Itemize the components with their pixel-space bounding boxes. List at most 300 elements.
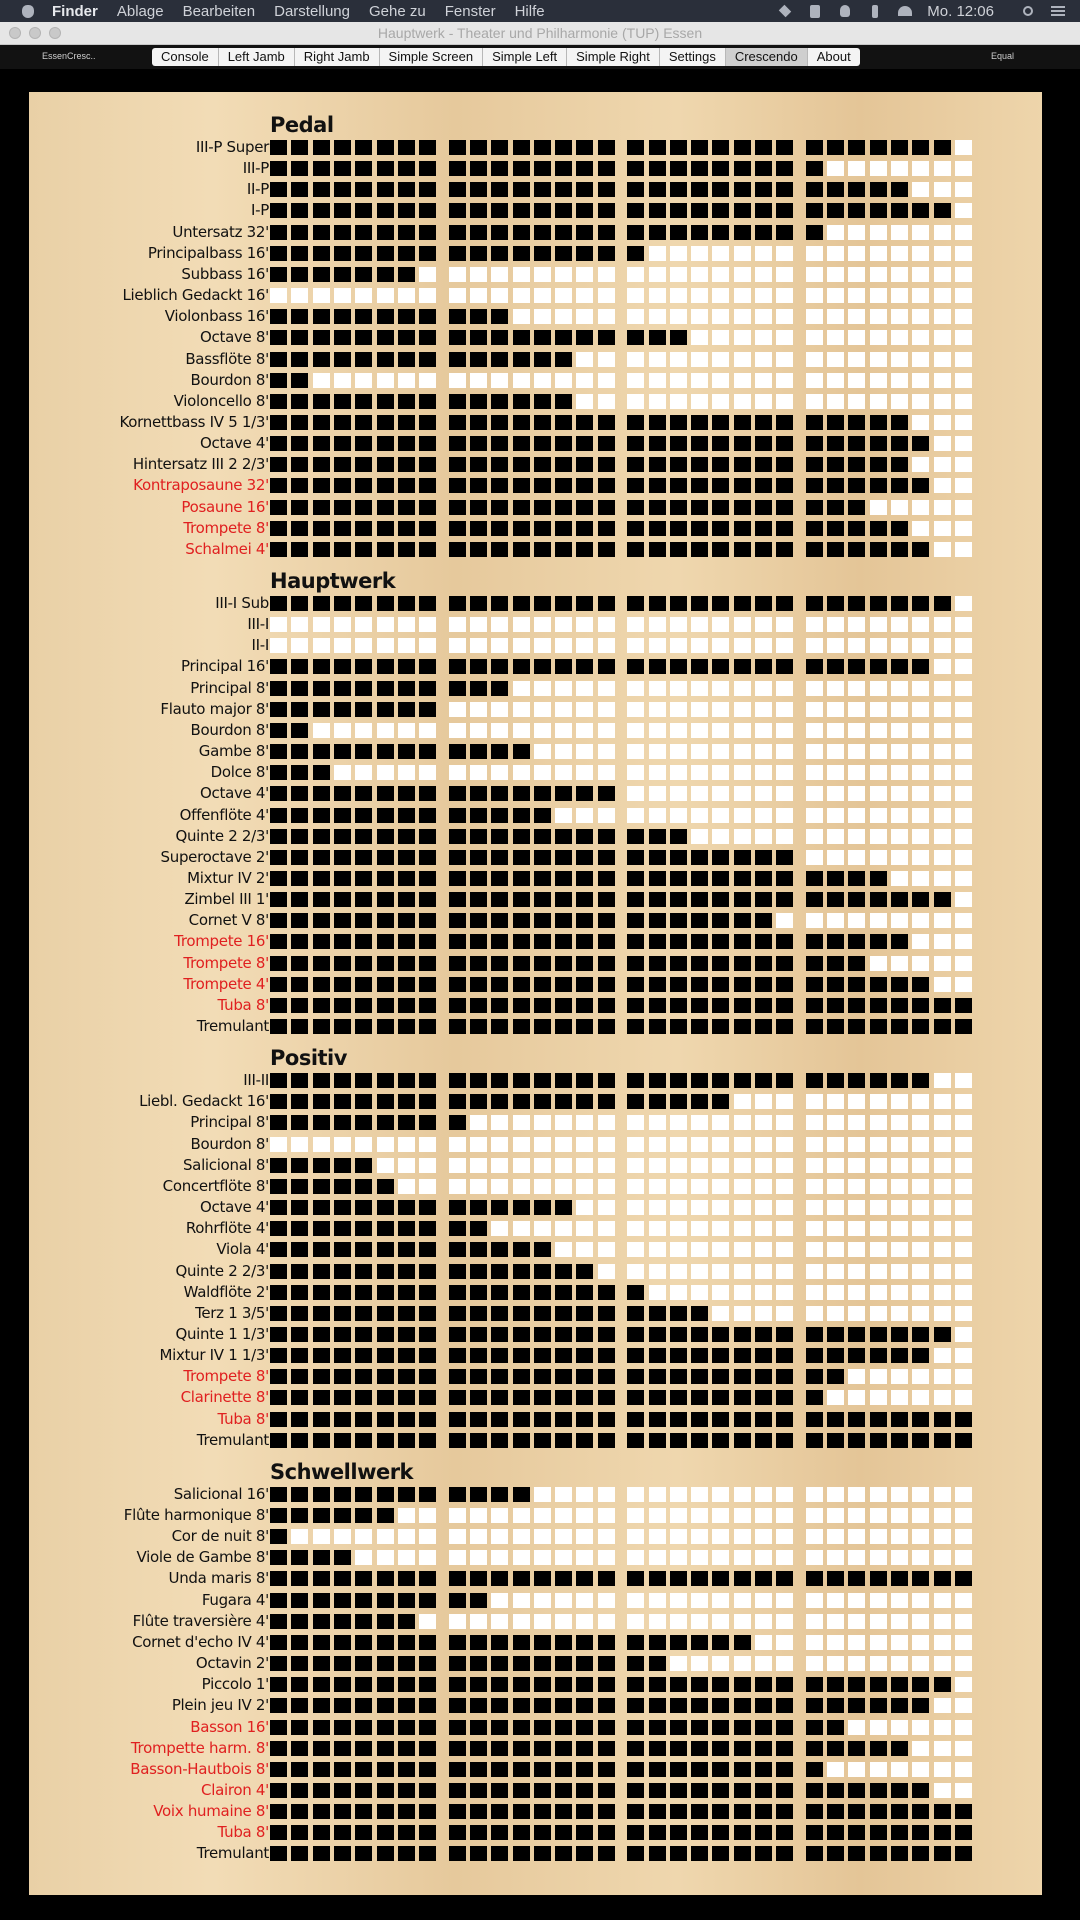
crescendo-step-toggle[interactable] (334, 203, 351, 218)
crescendo-step-toggle[interactable] (912, 744, 929, 759)
crescendo-step-toggle[interactable] (355, 373, 372, 388)
crescendo-step-toggle[interactable] (806, 373, 823, 388)
crescendo-step-toggle[interactable] (691, 1698, 708, 1713)
crescendo-step-toggle[interactable] (934, 415, 951, 430)
crescendo-step-toggle[interactable] (355, 1677, 372, 1692)
crescendo-step-toggle[interactable] (627, 850, 644, 865)
crescendo-step-toggle[interactable] (848, 373, 865, 388)
crescendo-step-toggle[interactable] (534, 1804, 551, 1819)
crescendo-step-toggle[interactable] (270, 542, 287, 557)
crescendo-step-toggle[interactable] (848, 1369, 865, 1384)
crescendo-step-toggle[interactable] (870, 956, 887, 971)
crescendo-step-toggle[interactable] (955, 1019, 972, 1034)
crescendo-step-toggle[interactable] (355, 871, 372, 886)
crescendo-step-toggle[interactable] (912, 1019, 929, 1034)
crescendo-step-toggle[interactable] (470, 182, 487, 197)
crescendo-step-toggle[interactable] (398, 1593, 415, 1608)
crescendo-step-toggle[interactable] (398, 1487, 415, 1502)
crescendo-step-toggle[interactable] (449, 1264, 466, 1279)
crescendo-step-toggle[interactable] (891, 1508, 908, 1523)
crescendo-step-toggle[interactable] (670, 1698, 687, 1713)
crescendo-step-toggle[interactable] (891, 596, 908, 611)
crescendo-step-toggle[interactable] (776, 1285, 793, 1300)
crescendo-step-toggle[interactable] (598, 182, 615, 197)
crescendo-step-toggle[interactable] (806, 225, 823, 240)
crescendo-step-toggle[interactable] (491, 702, 508, 717)
crescendo-step-toggle[interactable] (670, 457, 687, 472)
crescendo-step-toggle[interactable] (712, 373, 729, 388)
crescendo-step-toggle[interactable] (912, 871, 929, 886)
crescendo-step-toggle[interactable] (912, 203, 929, 218)
crescendo-step-toggle[interactable] (712, 1242, 729, 1257)
crescendo-step-toggle[interactable] (576, 1529, 593, 1544)
crescendo-step-toggle[interactable] (598, 1614, 615, 1629)
crescendo-step-toggle[interactable] (355, 1550, 372, 1565)
crescendo-step-toggle[interactable] (734, 1115, 751, 1130)
crescendo-step-toggle[interactable] (355, 638, 372, 653)
crescendo-step-toggle[interactable] (755, 415, 772, 430)
crescendo-step-toggle[interactable] (955, 1264, 972, 1279)
crescendo-step-toggle[interactable] (534, 1179, 551, 1194)
crescendo-step-toggle[interactable] (955, 1508, 972, 1523)
crescendo-step-toggle[interactable] (419, 765, 436, 780)
crescendo-step-toggle[interactable] (513, 373, 530, 388)
crescendo-step-toggle[interactable] (734, 203, 751, 218)
crescendo-step-toggle[interactable] (827, 267, 844, 282)
crescendo-step-toggle[interactable] (513, 681, 530, 696)
crescendo-step-toggle[interactable] (598, 1242, 615, 1257)
crescendo-step-toggle[interactable] (670, 246, 687, 261)
crescendo-step-toggle[interactable] (734, 140, 751, 155)
crescendo-step-toggle[interactable] (776, 850, 793, 865)
crescendo-step-toggle[interactable] (627, 478, 644, 493)
crescendo-step-toggle[interactable] (827, 1593, 844, 1608)
crescendo-step-toggle[interactable] (848, 394, 865, 409)
crescendo-step-toggle[interactable] (419, 1698, 436, 1713)
crescendo-step-toggle[interactable] (891, 330, 908, 345)
crescendo-step-toggle[interactable] (355, 702, 372, 717)
crescendo-step-toggle[interactable] (649, 786, 666, 801)
crescendo-step-toggle[interactable] (806, 1656, 823, 1671)
crescendo-step-toggle[interactable] (627, 1200, 644, 1215)
crescendo-step-toggle[interactable] (712, 998, 729, 1013)
crescendo-step-toggle[interactable] (534, 1242, 551, 1257)
crescendo-step-toggle[interactable] (934, 892, 951, 907)
crescendo-step-toggle[interactable] (848, 1285, 865, 1300)
crescendo-step-toggle[interactable] (627, 225, 644, 240)
crescendo-step-toggle[interactable] (513, 1846, 530, 1861)
crescendo-step-toggle[interactable] (734, 1635, 751, 1650)
crescendo-step-toggle[interactable] (755, 998, 772, 1013)
crescendo-step-toggle[interactable] (270, 1137, 287, 1152)
crescendo-step-toggle[interactable] (627, 1529, 644, 1544)
crescendo-step-toggle[interactable] (870, 1137, 887, 1152)
crescendo-step-toggle[interactable] (491, 1762, 508, 1777)
crescendo-step-toggle[interactable] (449, 1783, 466, 1798)
crescendo-step-toggle[interactable] (827, 288, 844, 303)
crescendo-step-toggle[interactable] (449, 500, 466, 515)
crescendo-step-toggle[interactable] (848, 1698, 865, 1713)
crescendo-step-toggle[interactable] (598, 1327, 615, 1342)
crescendo-step-toggle[interactable] (355, 203, 372, 218)
crescendo-step-toggle[interactable] (670, 1242, 687, 1257)
crescendo-step-toggle[interactable] (534, 1698, 551, 1713)
hand-icon[interactable] (837, 4, 853, 18)
crescendo-step-toggle[interactable] (449, 1550, 466, 1565)
crescendo-step-toggle[interactable] (827, 1508, 844, 1523)
crescendo-step-toggle[interactable] (291, 1412, 308, 1427)
crescendo-step-toggle[interactable] (377, 309, 394, 324)
crescendo-step-toggle[interactable] (806, 500, 823, 515)
crescendo-step-toggle[interactable] (398, 309, 415, 324)
crescendo-step-toggle[interactable] (670, 808, 687, 823)
crescendo-step-toggle[interactable] (870, 1094, 887, 1109)
crescendo-step-toggle[interactable] (891, 1677, 908, 1692)
crescendo-step-toggle[interactable] (355, 617, 372, 632)
crescendo-step-toggle[interactable] (449, 415, 466, 430)
crescendo-step-toggle[interactable] (827, 1741, 844, 1756)
crescendo-step-toggle[interactable] (627, 1593, 644, 1608)
crescendo-step-toggle[interactable] (398, 1306, 415, 1321)
crescendo-step-toggle[interactable] (470, 850, 487, 865)
crescendo-step-toggle[interactable] (806, 1846, 823, 1861)
crescendo-step-toggle[interactable] (848, 1635, 865, 1650)
crescendo-step-toggle[interactable] (449, 1762, 466, 1777)
crescendo-step-toggle[interactable] (627, 1698, 644, 1713)
crescendo-step-toggle[interactable] (576, 1285, 593, 1300)
crescendo-step-toggle[interactable] (649, 521, 666, 536)
crescendo-step-toggle[interactable] (313, 1741, 330, 1756)
crescendo-step-toggle[interactable] (419, 681, 436, 696)
crescendo-step-toggle[interactable] (313, 934, 330, 949)
crescendo-step-toggle[interactable] (313, 1846, 330, 1861)
crescendo-step-toggle[interactable] (627, 246, 644, 261)
crescendo-step-toggle[interactable] (734, 1137, 751, 1152)
crescendo-step-toggle[interactable] (734, 1019, 751, 1034)
crescendo-step-toggle[interactable] (576, 1073, 593, 1088)
crescendo-step-toggle[interactable] (891, 288, 908, 303)
crescendo-step-toggle[interactable] (670, 1741, 687, 1756)
crescendo-step-toggle[interactable] (270, 457, 287, 472)
crescendo-step-toggle[interactable] (870, 702, 887, 717)
crescendo-step-toggle[interactable] (598, 956, 615, 971)
crescendo-step-toggle[interactable] (291, 829, 308, 844)
crescendo-step-toggle[interactable] (691, 1327, 708, 1342)
crescendo-step-toggle[interactable] (470, 786, 487, 801)
crescendo-step-toggle[interactable] (576, 1412, 593, 1427)
crescendo-step-toggle[interactable] (555, 892, 572, 907)
crescendo-step-toggle[interactable] (776, 478, 793, 493)
crescendo-step-toggle[interactable] (827, 140, 844, 155)
crescendo-step-toggle[interactable] (449, 1306, 466, 1321)
crescendo-step-toggle[interactable] (776, 415, 793, 430)
crescendo-step-toggle[interactable] (513, 1115, 530, 1130)
crescendo-step-toggle[interactable] (470, 1550, 487, 1565)
crescendo-step-toggle[interactable] (419, 892, 436, 907)
crescendo-step-toggle[interactable] (313, 1348, 330, 1363)
crescendo-step-toggle[interactable] (419, 140, 436, 155)
crescendo-step-toggle[interactable] (355, 1221, 372, 1236)
crescendo-step-toggle[interactable] (470, 617, 487, 632)
crescendo-step-toggle[interactable] (377, 617, 394, 632)
crescendo-step-toggle[interactable] (513, 478, 530, 493)
crescendo-step-toggle[interactable] (734, 681, 751, 696)
crescendo-step-toggle[interactable] (313, 1390, 330, 1405)
crescendo-step-toggle[interactable] (627, 808, 644, 823)
crescendo-step-toggle[interactable] (848, 998, 865, 1013)
crescendo-step-toggle[interactable] (419, 330, 436, 345)
crescendo-step-toggle[interactable] (576, 1656, 593, 1671)
crescendo-step-toggle[interactable] (449, 225, 466, 240)
menu-darstellung[interactable]: Darstellung (274, 2, 350, 20)
crescendo-step-toggle[interactable] (598, 1804, 615, 1819)
crescendo-step-toggle[interactable] (491, 1508, 508, 1523)
crescendo-step-toggle[interactable] (891, 415, 908, 430)
crescendo-step-toggle[interactable] (891, 352, 908, 367)
crescendo-step-toggle[interactable] (755, 1073, 772, 1088)
crescendo-step-toggle[interactable] (955, 786, 972, 801)
crescendo-step-toggle[interactable] (470, 521, 487, 536)
crescendo-step-toggle[interactable] (649, 1264, 666, 1279)
crescendo-step-toggle[interactable] (534, 617, 551, 632)
crescendo-step-toggle[interactable] (912, 1137, 929, 1152)
crescendo-step-toggle[interactable] (555, 1019, 572, 1034)
crescendo-step-toggle[interactable] (555, 1720, 572, 1735)
crescendo-step-toggle[interactable] (712, 1073, 729, 1088)
crescendo-step-toggle[interactable] (806, 1285, 823, 1300)
crescendo-step-toggle[interactable] (449, 808, 466, 823)
crescendo-step-toggle[interactable] (470, 1614, 487, 1629)
crescendo-step-toggle[interactable] (377, 1390, 394, 1405)
crescendo-step-toggle[interactable] (377, 1200, 394, 1215)
crescendo-step-toggle[interactable] (334, 267, 351, 282)
crescendo-step-toggle[interactable] (806, 913, 823, 928)
crescendo-step-toggle[interactable] (712, 934, 729, 949)
crescendo-step-toggle[interactable] (755, 808, 772, 823)
crescendo-step-toggle[interactable] (419, 1200, 436, 1215)
crescendo-step-toggle[interactable] (491, 1369, 508, 1384)
crescendo-step-toggle[interactable] (598, 1158, 615, 1173)
crescendo-step-toggle[interactable] (555, 373, 572, 388)
crescendo-step-toggle[interactable] (398, 786, 415, 801)
crescendo-step-toggle[interactable] (627, 1327, 644, 1342)
crescendo-step-toggle[interactable] (377, 478, 394, 493)
crescendo-step-toggle[interactable] (627, 1804, 644, 1819)
crescendo-step-toggle[interactable] (291, 457, 308, 472)
crescendo-step-toggle[interactable] (712, 521, 729, 536)
crescendo-step-toggle[interactable] (449, 1369, 466, 1384)
crescendo-step-toggle[interactable] (734, 330, 751, 345)
crescendo-step-toggle[interactable] (313, 913, 330, 928)
crescendo-step-toggle[interactable] (691, 723, 708, 738)
crescendo-step-toggle[interactable] (513, 723, 530, 738)
crescendo-step-toggle[interactable] (449, 394, 466, 409)
crescendo-step-toggle[interactable] (649, 1306, 666, 1321)
crescendo-step-toggle[interactable] (334, 1285, 351, 1300)
crescendo-step-toggle[interactable] (806, 1783, 823, 1798)
crescendo-step-toggle[interactable] (491, 542, 508, 557)
crescendo-step-toggle[interactable] (776, 1433, 793, 1448)
crescendo-step-toggle[interactable] (734, 1804, 751, 1819)
crescendo-step-toggle[interactable] (891, 765, 908, 780)
crescendo-step-toggle[interactable] (377, 267, 394, 282)
crescendo-step-toggle[interactable] (712, 1550, 729, 1565)
crescendo-step-toggle[interactable] (691, 829, 708, 844)
crescendo-step-toggle[interactable] (912, 1073, 929, 1088)
crescendo-step-toggle[interactable] (891, 1804, 908, 1819)
crescendo-step-toggle[interactable] (934, 659, 951, 674)
crescendo-step-toggle[interactable] (470, 1264, 487, 1279)
crescendo-step-toggle[interactable] (576, 288, 593, 303)
crescendo-step-toggle[interactable] (870, 850, 887, 865)
crescendo-step-toggle[interactable] (334, 1677, 351, 1692)
crescendo-step-toggle[interactable] (627, 1115, 644, 1130)
crescendo-step-toggle[interactable] (912, 1369, 929, 1384)
crescendo-step-toggle[interactable] (776, 913, 793, 928)
crescendo-step-toggle[interactable] (776, 659, 793, 674)
crescendo-step-toggle[interactable] (755, 309, 772, 324)
crescendo-step-toggle[interactable] (334, 1412, 351, 1427)
crescendo-step-toggle[interactable] (355, 225, 372, 240)
crescendo-step-toggle[interactable] (827, 1846, 844, 1861)
crescendo-step-toggle[interactable] (334, 1635, 351, 1650)
crescendo-step-toggle[interactable] (670, 956, 687, 971)
crescendo-step-toggle[interactable] (534, 457, 551, 472)
crescendo-step-toggle[interactable] (576, 1242, 593, 1257)
crescendo-step-toggle[interactable] (555, 786, 572, 801)
crescendo-step-toggle[interactable] (377, 659, 394, 674)
crescendo-step-toggle[interactable] (470, 956, 487, 971)
crescendo-step-toggle[interactable] (934, 1825, 951, 1840)
crescendo-step-toggle[interactable] (334, 681, 351, 696)
crescendo-step-toggle[interactable] (891, 702, 908, 717)
crescendo-step-toggle[interactable] (776, 1094, 793, 1109)
crescendo-step-toggle[interactable] (491, 659, 508, 674)
crescendo-step-toggle[interactable] (419, 415, 436, 430)
crescendo-step-toggle[interactable] (398, 521, 415, 536)
crescendo-step-toggle[interactable] (848, 288, 865, 303)
crescendo-step-toggle[interactable] (627, 913, 644, 928)
crescendo-step-toggle[interactable] (870, 1179, 887, 1194)
crescendo-step-toggle[interactable] (398, 892, 415, 907)
crescendo-step-toggle[interactable] (891, 850, 908, 865)
crescendo-step-toggle[interactable] (755, 1327, 772, 1342)
crescendo-step-toggle[interactable] (555, 1635, 572, 1650)
crescendo-step-toggle[interactable] (891, 140, 908, 155)
crescendo-step-toggle[interactable] (598, 638, 615, 653)
crescendo-step-toggle[interactable] (313, 596, 330, 611)
crescendo-step-toggle[interactable] (419, 161, 436, 176)
crescendo-step-toggle[interactable] (270, 723, 287, 738)
crescendo-step-toggle[interactable] (419, 1221, 436, 1236)
crescendo-step-toggle[interactable] (734, 394, 751, 409)
crescendo-step-toggle[interactable] (827, 681, 844, 696)
crescendo-step-toggle[interactable] (491, 681, 508, 696)
crescendo-step-toggle[interactable] (377, 702, 394, 717)
menu-finder[interactable]: Finder (52, 2, 98, 20)
crescendo-step-toggle[interactable] (291, 1656, 308, 1671)
crescendo-step-toggle[interactable] (870, 1200, 887, 1215)
crescendo-step-toggle[interactable] (712, 659, 729, 674)
crescendo-step-toggle[interactable] (419, 638, 436, 653)
crescendo-step-toggle[interactable] (419, 1348, 436, 1363)
crescendo-step-toggle[interactable] (419, 1550, 436, 1565)
crescendo-step-toggle[interactable] (691, 246, 708, 261)
crescendo-step-toggle[interactable] (470, 977, 487, 992)
crescendo-step-toggle[interactable] (955, 1412, 972, 1427)
crescendo-step-toggle[interactable] (806, 829, 823, 844)
crescendo-step-toggle[interactable] (270, 617, 287, 632)
crescendo-step-toggle[interactable] (419, 808, 436, 823)
crescendo-step-toggle[interactable] (534, 1200, 551, 1215)
crescendo-step-toggle[interactable] (934, 681, 951, 696)
crescendo-step-toggle[interactable] (534, 1614, 551, 1629)
crescendo-step-toggle[interactable] (513, 203, 530, 218)
crescendo-step-toggle[interactable] (270, 1348, 287, 1363)
crescendo-step-toggle[interactable] (470, 352, 487, 367)
crescendo-step-toggle[interactable] (334, 182, 351, 197)
crescendo-step-toggle[interactable] (827, 1285, 844, 1300)
crescendo-step-toggle[interactable] (377, 1137, 394, 1152)
crescendo-step-toggle[interactable] (670, 1529, 687, 1544)
crescendo-step-toggle[interactable] (627, 1242, 644, 1257)
crescendo-step-toggle[interactable] (955, 998, 972, 1013)
crescendo-step-toggle[interactable] (598, 681, 615, 696)
crescendo-step-toggle[interactable] (598, 225, 615, 240)
crescendo-step-toggle[interactable] (712, 1783, 729, 1798)
crescendo-step-toggle[interactable] (776, 681, 793, 696)
crescendo-step-toggle[interactable] (313, 786, 330, 801)
crescendo-step-toggle[interactable] (291, 1487, 308, 1502)
crescendo-step-toggle[interactable] (627, 1677, 644, 1692)
crescendo-step-toggle[interactable] (555, 330, 572, 345)
crescendo-step-toggle[interactable] (827, 1487, 844, 1502)
crescendo-step-toggle[interactable] (470, 1571, 487, 1586)
crescendo-step-toggle[interactable] (870, 977, 887, 992)
crescendo-step-toggle[interactable] (827, 1242, 844, 1257)
crescendo-step-toggle[interactable] (491, 1390, 508, 1405)
crescendo-step-toggle[interactable] (555, 415, 572, 430)
crescendo-step-toggle[interactable] (449, 871, 466, 886)
crescendo-step-toggle[interactable] (534, 1593, 551, 1608)
crescendo-step-toggle[interactable] (355, 478, 372, 493)
crescendo-step-toggle[interactable] (291, 1242, 308, 1257)
crescendo-step-toggle[interactable] (313, 829, 330, 844)
crescendo-step-toggle[interactable] (334, 1656, 351, 1671)
crescendo-step-toggle[interactable] (827, 638, 844, 653)
crescendo-step-toggle[interactable] (955, 829, 972, 844)
crescendo-step-toggle[interactable] (649, 1593, 666, 1608)
crescendo-step-toggle[interactable] (827, 1115, 844, 1130)
crescendo-step-toggle[interactable] (513, 977, 530, 992)
crescendo-step-toggle[interactable] (334, 225, 351, 240)
crescendo-step-toggle[interactable] (449, 723, 466, 738)
crescendo-step-toggle[interactable] (827, 225, 844, 240)
crescendo-step-toggle[interactable] (449, 702, 466, 717)
crescendo-step-toggle[interactable] (513, 1242, 530, 1257)
crescendo-step-toggle[interactable] (776, 1019, 793, 1034)
crescendo-step-toggle[interactable] (691, 1306, 708, 1321)
crescendo-step-toggle[interactable] (891, 1200, 908, 1215)
crescendo-step-toggle[interactable] (355, 1508, 372, 1523)
crescendo-step-toggle[interactable] (827, 1158, 844, 1173)
crescendo-step-toggle[interactable] (398, 1741, 415, 1756)
crescendo-step-toggle[interactable] (313, 998, 330, 1013)
crescendo-step-toggle[interactable] (534, 892, 551, 907)
crescendo-step-toggle[interactable] (870, 681, 887, 696)
crescendo-step-toggle[interactable] (291, 1593, 308, 1608)
crescendo-step-toggle[interactable] (419, 1019, 436, 1034)
